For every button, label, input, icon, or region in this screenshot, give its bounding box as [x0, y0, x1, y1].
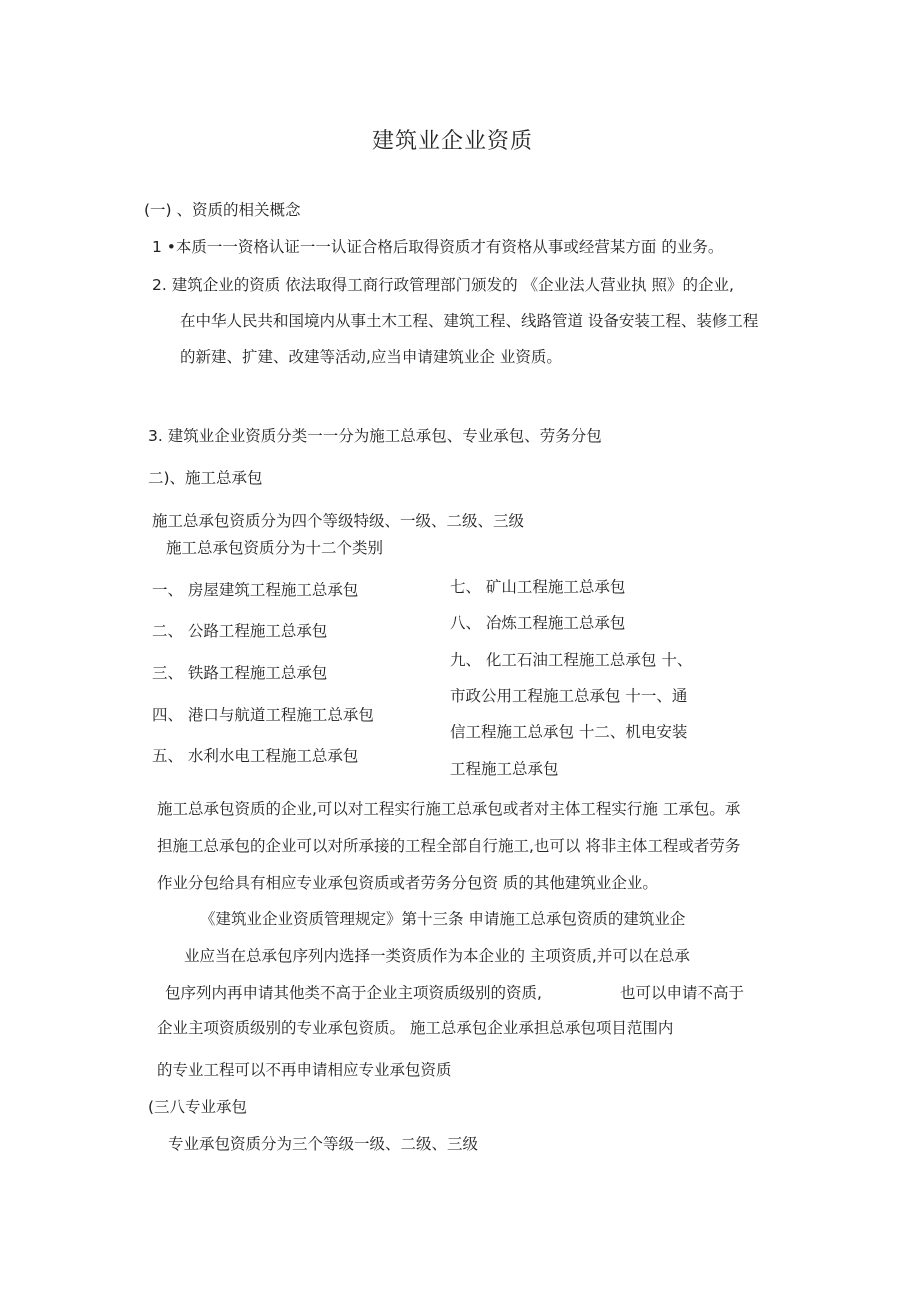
paragraph-2-line-4: 企业主项资质级别的专业承包资质。 施工总承包企业承担总承包项目范围内 [157, 1019, 674, 1037]
paragraph-2-line-1: 《建筑业企业资质管理规定》第十三条 申请施工总承包资质的建筑业企 [200, 910, 686, 928]
section-heading-1: (一) 、资质的相关概念 [144, 201, 301, 219]
page-title: 建筑业企业资质 [372, 129, 534, 154]
paragraph-2-line-2: 业应当在总承包序列内选择一类资质作为本企业的 主项资质,并可以在总承 [184, 947, 690, 965]
left-list-item: 一、 房屋建筑工程施工总承包 [152, 581, 359, 599]
section-heading-2: 二)、施工总承包 [148, 469, 263, 487]
paragraph-1-line-2: 担施工总承包的企业可以对所承接的工程全部自行施工,也可以 将非主体工程或者劳务 [157, 837, 741, 855]
right-list-item: 九、 化工石油工程施工总承包 十、 [450, 651, 693, 669]
right-list-item: 八、 冶炼工程施工总承包 [450, 614, 626, 632]
left-list-item: 三、 铁路工程施工总承包 [152, 664, 328, 682]
item-2-line-1: 2. 建筑企业的资质 依法取得工商行政管理部门颁发的 《企业法人营业执 照》的企业, [152, 276, 734, 294]
left-list-item: 二、 公路工程施工总承包 [152, 622, 328, 640]
right-list-item: 工程施工总承包 [450, 760, 559, 778]
item-1: 1 •本质一一资格认证一一认证合格后取得资质才有资格从事或经营某方面 的业务。 [152, 238, 724, 256]
paragraph-2-line-3a: 包序列内再申请其他类不高于企业主项资质级别的资质, [165, 984, 542, 1002]
right-list-item: 七、 矿山工程施工总承包 [450, 578, 626, 596]
section-heading-3: (三八专业承包 [148, 1098, 248, 1116]
left-list-item: 四、 港口与航道工程施工总承包 [152, 706, 374, 724]
item-2-line-3: 的新建、扩建、改建等活动,应当申请建筑业企 业资质。 [180, 348, 562, 366]
left-list-item: 五、 水利水电工程施工总承包 [152, 747, 359, 765]
professional-grades-text: 专业承包资质分为三个等级一级、二级、三级 [168, 1135, 479, 1153]
grades-text: 施工总承包资质分为四个等级特级、一级、二级、三级 [152, 512, 525, 530]
paragraph-2-line-5: 的专业工程可以不再申请相应专业承包资质 [157, 1061, 452, 1079]
categories-text: 施工总承包资质分为十二个类别 [166, 539, 384, 557]
paragraph-1-line-3: 作业分包给具有相应专业承包资质或者劳务分包资 质的其他建筑业企业。 [157, 874, 658, 892]
item-3: 3. 建筑业企业资质分类一一分为施工总承包、专业承包、劳务分包 [148, 427, 602, 445]
right-list-item: 市政公用工程施工总承包 十一、通 [450, 687, 688, 705]
paragraph-2-line-3b: 也可以申请不高于 [620, 984, 745, 1002]
right-list-item: 信工程施工总承包 十二、机电安装 [450, 723, 688, 741]
item-2-line-2: 在中华人民共和国境内从事土木工程、建筑工程、线路管道 设备安装工程、装修工程 [180, 312, 759, 330]
paragraph-1-line-1: 施工总承包资质的企业,可以对工程实行施工总承包或者对主体工程实行施 工承包。承 [157, 800, 741, 818]
